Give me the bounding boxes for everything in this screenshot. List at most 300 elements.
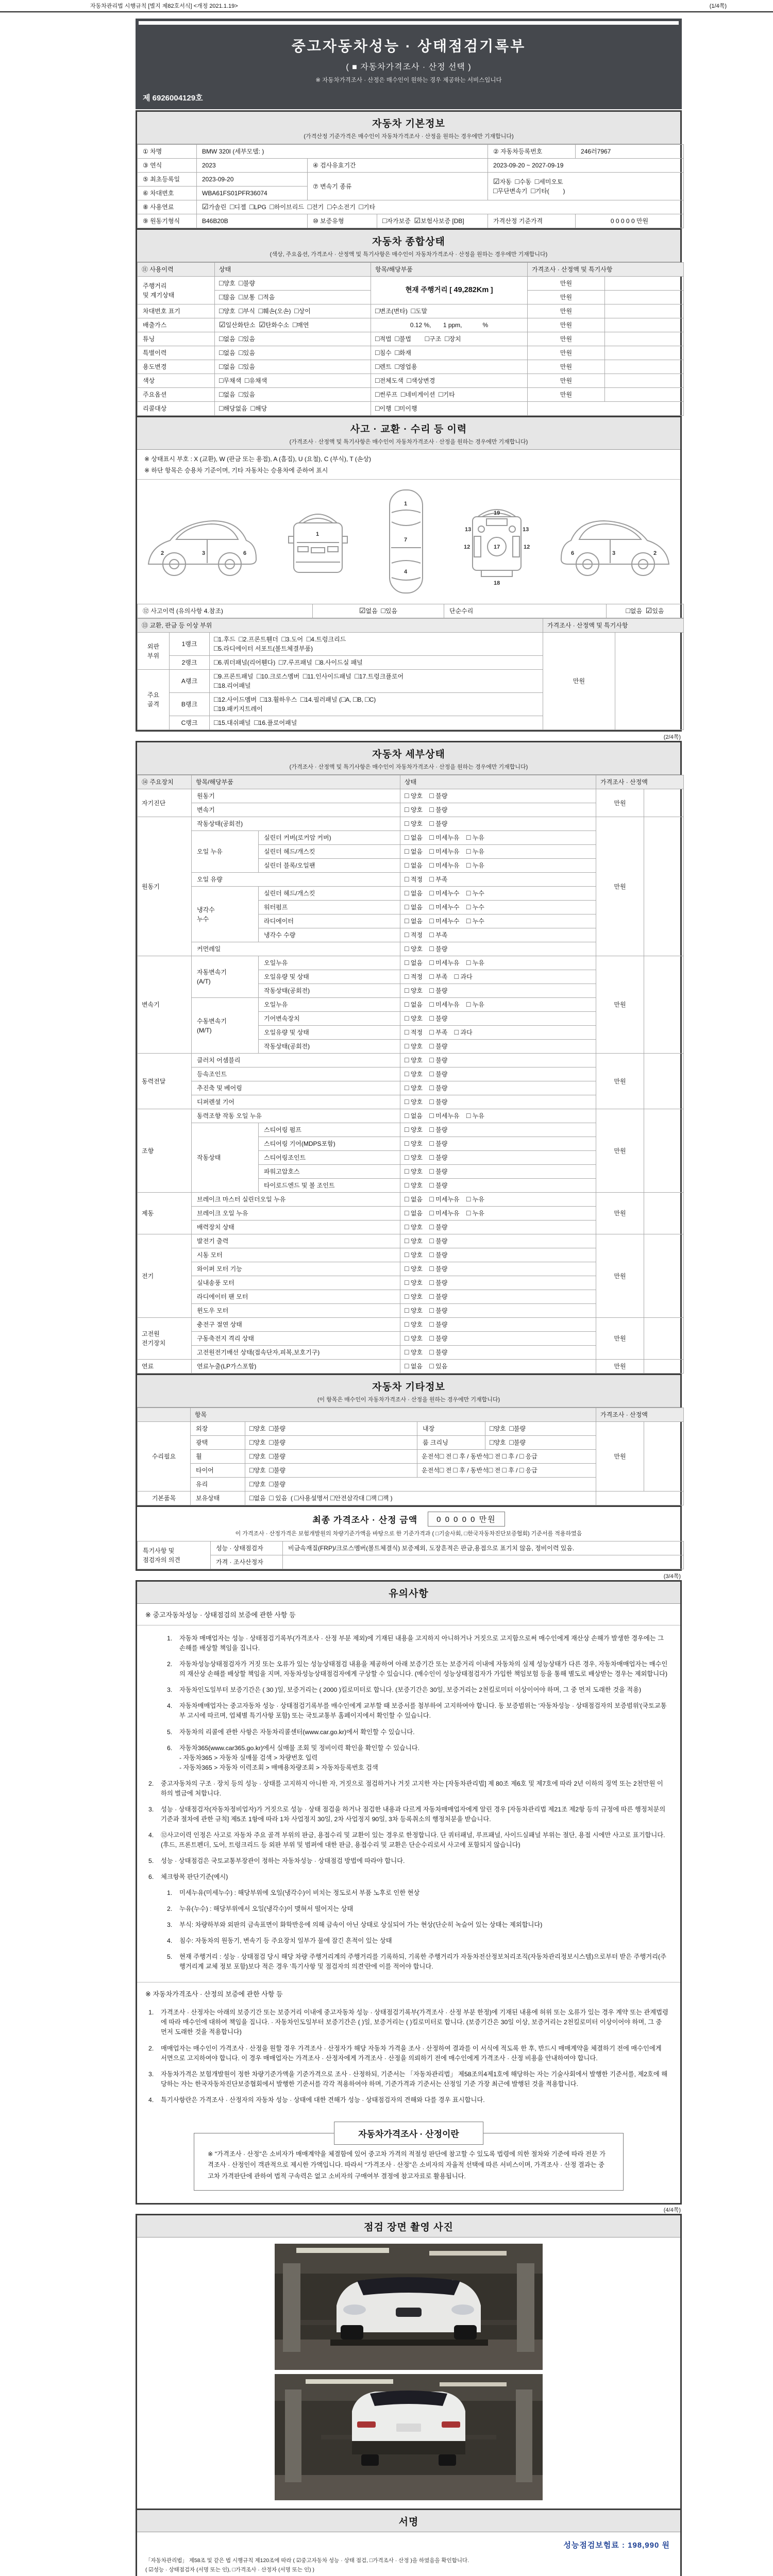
notice-list1-item-2 <box>167 1685 669 1695</box>
detail-state-subtitle: (가격조사 · 산정액 및 특기사항은 매수인이 자동차가격조사 · 산정을 원하는 경우에만 기재합니다) <box>289 764 528 771</box>
section-photos <box>136 2214 682 2510</box>
detail-state-table-r6c1[interactable]: □ 없음 □ 미세누유 □ 누유 <box>400 859 596 873</box>
notice-list1-item-7-num: 3. <box>148 1805 154 1813</box>
notice-list1-item-1-num: 2. <box>167 1660 173 1668</box>
overall-state-table-r6c2[interactable]: □침수 □화재 <box>371 346 528 360</box>
accident-rank-table-r1c1: 1랭크 <box>170 633 210 656</box>
basic-info-table-r0c2: ② 자동차등록번호 <box>488 145 576 159</box>
overall-state-table-r5c3: 만원 <box>528 332 605 346</box>
page-meta <box>0 0 773 12</box>
notice-list1-item-11 <box>167 1888 669 1898</box>
notice-list1-item-13-num: 3. <box>167 1921 173 1929</box>
basic-info-table-mount <box>137 144 680 228</box>
detail-state-table-r26c0: 스티어링 기어(MDPS포함) <box>259 1137 400 1151</box>
overall-state-table-r9c4 <box>605 388 684 402</box>
detail-state-table-r3c2[interactable]: □ 양호 □ 불량 <box>400 817 596 831</box>
detail-state-table-r20c3: 만원 <box>596 1054 644 1109</box>
overall-state-table-r4c0: 배출가스 <box>138 318 215 332</box>
detail-state-table-r2c1[interactable]: □ 양호 □ 불량 <box>400 803 596 817</box>
overall-state-table-r7c2[interactable]: □렌트 □영업용 <box>371 360 528 374</box>
detail-state-table-r22c0: 추진축 및 베어링 <box>192 1081 400 1095</box>
detail-state-table-r2c0: 변속기 <box>192 803 400 817</box>
detail-state-table-r1c3: 만원 <box>596 789 644 817</box>
accident-summary-table-r0c0: ⑫ 사고이력 (유의사항 4.참조) <box>138 604 313 618</box>
notice-list1-item-8-num: 4. <box>148 1831 154 1839</box>
detail-state-table-r21c1[interactable]: □ 양호 □ 불량 <box>400 1067 596 1081</box>
basic-info-table-r3c1: WBA61FS01PFR36074 <box>197 187 308 200</box>
notice-sec2-title: ※ 자동차가격조사 · 산정의 보증에 관한 사항 등 <box>137 1982 680 1999</box>
basic-info-table-r5c4: 가격산정 기준가격 <box>488 214 576 228</box>
diagram-number: 13 <box>465 527 472 533</box>
diagram-number: 7 <box>404 537 408 544</box>
accident-rank-table-r1c0: 외판 부위 <box>138 633 170 670</box>
other-info-table-r5c0: 유리 <box>191 1478 245 1492</box>
basic-info-table-r4c1[interactable]: ☑가솔린 □디젤 □LPG □하이브리드 □전기 □수소전기 □기타 <box>197 200 684 214</box>
section-sign <box>136 2509 682 2576</box>
detail-state-table-r42c4 <box>644 1360 684 1374</box>
overall-state-table-r1c3: 만원 <box>528 277 605 291</box>
notice-list1-item-9-text: 성능 · 상태점검은 국토교통부장관이 정하는 자동차성능 · 상태점검 방법에 따라야 합니다. <box>161 1857 405 1865</box>
detail-state-table-r31c1[interactable]: □ 없음 □ 미세누유 □ 누유 <box>400 1207 596 1221</box>
other-info-table-r1c0: 수리필요 <box>138 1422 191 1492</box>
detail-state-table-r37c0: 라디에이터 팬 모터 <box>192 1290 400 1304</box>
overall-state-table-r10c2[interactable]: □이행 □미이행 <box>371 402 528 416</box>
detail-state-table-r33c3: 만원 <box>596 1234 644 1318</box>
detail-state-table-r18c1[interactable]: □ 적정 □ 부족 □ 과다 <box>400 1026 596 1040</box>
notice-list1-item-6 <box>148 1779 669 1799</box>
other-info-table-r4c2[interactable]: 운전석□ 전 □ 후 / 동반석□ 전 □ 후 / □ 응급 <box>417 1464 596 1478</box>
overall-state-table-r10c0: 리콜대상 <box>138 402 215 416</box>
detail-state-table-mount <box>137 775 680 1374</box>
accident-rank-table-mount <box>137 618 680 730</box>
notice-title: 유의사항 <box>389 1588 429 1600</box>
detail-state-table-r39c3: 만원 <box>596 1318 644 1360</box>
detail-state-table-r15c1[interactable]: □ 양호 □ 불량 <box>400 984 596 998</box>
detail-state-table-r20c2[interactable]: □ 양호 □ 불량 <box>400 1054 596 1067</box>
notice-list1-item-9 <box>148 1856 669 1866</box>
accident-rank-table-r3c2[interactable]: □9.프론트패널 □10.크로스멤버 □11.인사이드패널 □17.트렁크플로어 □18.리어패널 <box>210 670 543 693</box>
detail-state-table-r33c0: 전기 <box>138 1234 192 1318</box>
detail-state-table-r39c0: 고전원 전기장치 <box>138 1318 192 1360</box>
other-info-table-r2c3[interactable]: □양호 □불량 <box>485 1436 596 1450</box>
page-marker-4: (4/4쪽) <box>663 2207 681 2214</box>
detail-state-table-r15c0: 작동상태(공회전) <box>259 984 400 998</box>
other-info-table-r6c2[interactable]: □없음 □ 있음 ( □사용설명서 □안전삼각대 □잭 □잭 ) <box>245 1492 596 1505</box>
diagram-number: 3 <box>612 550 616 557</box>
other-info-table-r5c1[interactable]: □양호 □불량 <box>245 1478 596 1492</box>
detail-state-table-r20c4 <box>644 1054 684 1109</box>
notice-list1-item-14-text: 침수: 자동차의 원동기, 변속기 등 주요장치 일부가 물에 잠긴 흔적이 있는 상태 <box>179 1937 392 1945</box>
detail-state-table-r3c3: 만원 <box>596 817 644 956</box>
diagram-number: 19 <box>494 510 500 517</box>
photos-header <box>137 2215 680 2238</box>
detail-state-table-r33c1: 발전기 출력 <box>192 1234 400 1248</box>
detail-state-table-r3c0: 원동기 <box>138 817 192 956</box>
detail-state-table-r30c0: 제동 <box>138 1193 192 1234</box>
notice-list1-item-5-num: 6. <box>167 1744 173 1752</box>
accident-rank-table-r1c3: 만원 <box>543 633 615 730</box>
other-info-table-r6c3 <box>596 1492 684 1505</box>
diagram-number: 6 <box>243 550 247 557</box>
overall-state-table-r3c1[interactable]: □양호 □부식 □훼손(오손) □상이 <box>215 304 371 318</box>
accident-summary-table-r0c2: 단순수리 <box>444 604 607 618</box>
other-info-table-r6c1: 보유상태 <box>191 1492 245 1505</box>
state-symbol-note: ※ 상태표시 부호 : X (교환), W (판금 또는 용접), A (흠집), U (요철), C (부식), T (손상) <box>144 455 371 463</box>
detail-state-table-r29c0: 타이로드엔드 및 볼 조인트 <box>259 1179 400 1193</box>
notice-list1-item-5 <box>167 1743 669 1773</box>
notice-sec1-title: ※ 중고자동차성능 · 상태점검의 보증에 관한 사항 등 <box>137 1604 680 1625</box>
overall-state-table-r4c1[interactable]: ☑일산화탄소 ☑탄화수소 □매연 <box>215 318 371 332</box>
detail-state-table-r3c4 <box>644 817 684 956</box>
overall-state-table-r3c2[interactable]: □변조(변타) □도말 <box>371 304 528 318</box>
other-info-table-r1c2[interactable]: □양호 □불량 <box>245 1422 417 1436</box>
detail-state-table-r17c0: 기어변속장치 <box>259 1012 400 1026</box>
basic-info-table <box>137 144 684 228</box>
detail-state-table-r25c2[interactable]: □ 양호 □ 불량 <box>400 1123 596 1137</box>
document-number: 제 6926004129호 <box>143 94 203 103</box>
detail-state-table-r29c1[interactable]: □ 양호 □ 불량 <box>400 1179 596 1193</box>
detail-state-table-r16c1: 오일누유 <box>259 998 400 1012</box>
detail-state-table-r41c0: 고전원전기배선 상태(접속단자,피복,보호기구) <box>192 1346 400 1360</box>
notice-list1-item-13 <box>167 1920 669 1930</box>
notice-list1-item-4 <box>167 1727 669 1737</box>
detail-state-table-r4c1: 실린더 커버(로커암 커버) <box>259 831 400 845</box>
other-info-table-r4c0: 타이어 <box>191 1464 245 1478</box>
notice-header <box>137 1582 680 1604</box>
remark-table-r0c2: 비금속재질(FRP)/크로스멤버(볼트체결식) 보증제외, 도장흔적은 판금,용접으로 표기치 않음, 정비이력 있음. <box>283 1541 684 1555</box>
photos-container <box>137 2238 680 2509</box>
detail-state-table-r42c2[interactable]: □ 없음 □ 있음 <box>400 1360 596 1374</box>
notice-list1-item-4-num: 5. <box>167 1728 173 1736</box>
notice-list1-item-2-text: 자동차인도일부터 보증기간은 ( 30 )일, 보증거리는 ( 2000 )킬로미터로 합니다. (보증기간은 30일, 보증거리는 2천킬로미터 이상이어야 하며, 그 중 먼저 도래한 것을 적용) <box>179 1686 642 1694</box>
notice-list1-item-15-num: 5. <box>167 1953 173 1961</box>
notice-list2-item-0-text: 가격조사 · 산정자는 아래의 보증기간 또는 보증거리 이내에 중고자동차 성능 · 상태점검기록부(가격조사 · 산정 부분 한정)에 기재된 내용에 허위 또는 오류가 있는 경우 계약 또는 관계법령에 따라 매수인에 대하여 책임을 집니다. · 자동차인도일부터 보증기간은 ( )일, 보증거리는 ( )킬로미터로 합니다. (보증기간은 30일 이상, 보증거리는 2천킬로미터 이상이어야 하며, 그 중 먼저 도래한 것을 적용합니다) <box>161 2009 668 2036</box>
detail-state-table-r11c0: 냉각수 수량 <box>259 928 400 942</box>
detail-state-table-r14c0: 오일유량 및 상태 <box>259 970 400 984</box>
overall-state-table-r1c2: 현재 주행거리 [ 49,282Km ] <box>371 277 528 304</box>
accident-subtitle: (가격조사 · 산정액 및 특기사항은 매수인이 자동차가격조사 · 산정을 원하는 경우에만 기재합니다) <box>289 439 528 445</box>
detail-state-table-r35c1[interactable]: □ 양호 □ 불량 <box>400 1262 596 1276</box>
detail-state-table-r23c1[interactable]: □ 양호 □ 불량 <box>400 1095 596 1109</box>
detail-state-table-r30c4 <box>644 1193 684 1234</box>
remark-table-r1c0: 가격 · 조사산정자 <box>211 1555 283 1569</box>
basic-info-table-r3c0: ⑥ 차대번호 <box>138 187 197 200</box>
overall-state-table-r10c1[interactable]: □해당없음 □해당 <box>215 402 371 416</box>
detail-state-table-r30c3: 만원 <box>596 1193 644 1234</box>
overall-state-table-r8c4 <box>605 374 684 388</box>
accident-summary-table-r0c3[interactable]: □없음 ☑있음 <box>607 604 684 618</box>
overall-state-table-r7c4 <box>605 360 684 374</box>
detail-state-table-r33c2[interactable]: □ 양호 □ 불량 <box>400 1234 596 1248</box>
detail-state-table-r42c0: 연료 <box>138 1360 192 1374</box>
other-info-table-r3c2[interactable]: 운전석□ 전 □ 후 / 동반석□ 전 □ 후 / □ 응급 <box>417 1450 596 1464</box>
notice-list2-item-2 <box>148 2070 669 2089</box>
overall-state-table-r6c3: 만원 <box>528 346 605 360</box>
accident-rank-table-r1c2[interactable]: □1.후드 □2.프론트휀더 □3.도어 □4.트렁크리드 □5.라디에이터 서포트(볼트체결부품) <box>210 633 543 656</box>
car-front-diagram <box>279 487 357 598</box>
detail-state-table-r9c1[interactable]: □ 없음 □ 미세누수 □ 누수 <box>400 901 596 914</box>
other-info-table-r1c4[interactable]: □양호 □불량 <box>485 1422 596 1436</box>
detail-state-table-r32c1[interactable]: □ 양호 □ 불량 <box>400 1221 596 1234</box>
basic-info-table-r2c2: ⑦ 변속기 종류 <box>308 173 488 200</box>
detail-state-table-r4c2[interactable]: □ 없음 □ 미세누유 □ 누유 <box>400 831 596 845</box>
notice-list2-item-0 <box>148 2008 669 2037</box>
basic-info-table-r2c0: ⑤ 최초등록일 <box>138 173 197 187</box>
detail-state-table-r17c1[interactable]: □ 양호 □ 불량 <box>400 1012 596 1026</box>
detail-state-table-r21c0: 등속조인트 <box>192 1067 400 1081</box>
notice-list2-item-3-text: 특기사항란은 가격조사 · 산정자의 자동차 성능 · 상태에 대한 견해가 성능 · 상태점검자의 견해와 다를 경우 표시합니다. <box>161 2096 485 2104</box>
notice-list1-item-15 <box>167 1952 669 1972</box>
document-title: 중고자동차성능 · 상태점검기록부 <box>291 38 526 54</box>
diagram-number: 18 <box>494 580 500 587</box>
basic-info-table-r1c3: 2023-09-20 ~ 2027-09-19 <box>488 159 684 173</box>
document-note: ※ 자동차가격조사 · 산정은 매수인이 원하는 경우 제공하는 서비스입니다 <box>315 77 502 83</box>
accident-notes <box>137 450 680 480</box>
document-subtitle: ( ■ 자동차가격조사 · 산정 선택 ) <box>346 63 472 72</box>
detail-state-table-r36c1[interactable]: □ 양호 □ 불량 <box>400 1276 596 1290</box>
final-price-value: 0 0 0 0 0 만원 <box>428 1512 505 1527</box>
accident-rank-table <box>137 618 684 730</box>
detail-state-table-r6c0: 실린더 블록/오일팬 <box>259 859 400 873</box>
detail-state-table-r40c0: 구동축전지 격리 상태 <box>192 1332 400 1346</box>
overall-state-table-r6c1[interactable]: □없음 □있음 <box>215 346 371 360</box>
page-marker-2: (2/4쪽) <box>663 734 681 741</box>
detail-state-table-r25c0: 작동상태 <box>192 1123 259 1193</box>
detail-state-table-r12c0: 커먼레일 <box>192 942 400 956</box>
section-accident-history <box>136 416 682 732</box>
detail-state-table-r38c1[interactable]: □ 양호 □ 불량 <box>400 1304 596 1318</box>
accident-rank-table-r2c0: 2랭크 <box>170 656 210 670</box>
overall-state-table-r8c0: 색상 <box>138 374 215 388</box>
detail-state-table-r24c2[interactable]: □ 없음 □ 미세누유 □ 누유 <box>400 1109 596 1123</box>
overall-state-table-r10c3 <box>528 402 684 416</box>
other-info-table-r1c1: 외장 <box>191 1422 245 1436</box>
detail-state-table-r8c1: 실린더 헤드/개스킷 <box>259 887 400 901</box>
detail-state-table-r24c1: 동력조향 작동 오일 누유 <box>192 1109 400 1123</box>
notice-list1-item-15-text: 현재 주행거리 : 성능 · 상태점검 당시 해당 차량 주행거리계의 주행거리를 기록하되, 기록한 주행거리가 자동차전산정보처리조직(자동차관리정보시스템)으로부터 받은 주행거리(주행거리계 교체 정보 포함)보다 적은 경우 '특기사항 및 점검자의 의견'란에 이를 적어야 합니다. <box>179 1953 667 1971</box>
detail-state-table-r1c1: 원동기 <box>192 789 400 803</box>
other-info-table-r4c1[interactable]: □양호 □불량 <box>245 1464 417 1478</box>
other-info-table-r3c1[interactable]: □양호 □불량 <box>245 1450 417 1464</box>
accident-rank-table-r5c1[interactable]: □15.대쉬패널 □16.플로어패널 <box>210 716 543 730</box>
basic-info-table-r5c3[interactable]: □자가보증 ☑보험사보증 [DB] <box>377 214 488 228</box>
notice-list1-item-1-text: 자동차성능상태점검자가 거짓 또는 오류가 있는 성능상태점검 내용을 제공하여 아래 보증기간 또는 보증거리 이내에 자동차의 실제 성능상태가 다른 경우, 자동차매매업자는 매수인의 재산상 손해를 배상할 책임을 지며, 자동차성능상태점검자에게 구상할 수 있습니다. (매수인이 성능상태점검자가 가입한 책임보험 등을 통해 별도로 배상받는 경우는 제외합니다) <box>179 1660 668 1678</box>
detail-state-table-r20c0: 동력전달 <box>138 1054 192 1109</box>
accident-rank-table-r2c1[interactable]: □6.쿼더패널(리어휀다) □7.루프패널 □8.사이드실 패널 <box>210 656 543 670</box>
overall-state-table-r8c1[interactable]: □무채색 □유채색 <box>215 374 371 388</box>
diagram-number: 17 <box>494 544 500 551</box>
detail-state-table-r40c1[interactable]: □ 양호 □ 불량 <box>400 1332 596 1346</box>
notice-list1-item-0 <box>167 1634 669 1653</box>
detail-state-table-r37c1[interactable]: □ 양호 □ 불량 <box>400 1290 596 1304</box>
diagram-number: 3 <box>202 550 206 557</box>
detail-state-table-r30c1: 브레이크 마스터 실린더오일 누유 <box>192 1193 400 1207</box>
sign-header <box>137 2510 680 2532</box>
detail-state-table-r0c0: ⑭ 주요장치 <box>138 775 192 789</box>
accident-rank-table-r5c0: C랭크 <box>170 716 210 730</box>
accident-rank-table-r3c1: A랭크 <box>170 670 210 693</box>
overall-state-table-r4c2: 0.12 %, 1 ppm, % <box>371 318 528 332</box>
section-detail-state <box>136 741 682 1375</box>
detail-state-table-r13c3[interactable]: □ 없음 □ 미세누유 □ 누유 <box>400 956 596 970</box>
detail-state-table-r10c0: 라디에이터 <box>259 914 400 928</box>
detail-state-table-r16c0: 수동변속기 (M/T) <box>192 998 259 1054</box>
detail-state-table-r13c5 <box>644 956 684 1054</box>
basic-info-table-r1c2: ④ 검사유효기간 <box>308 159 488 173</box>
overall-state-table-r9c1[interactable]: □없음 □있음 <box>215 388 371 402</box>
car-side-left-diagram <box>142 487 261 598</box>
notice-list1-item-1 <box>167 1659 669 1679</box>
price-definition-box <box>194 2129 624 2191</box>
overall-state-table-r2c0[interactable]: □많음 □보통 □적음 <box>215 291 371 304</box>
accident-summary-table-r0c1[interactable]: ☑없음 □있음 <box>313 604 444 618</box>
detail-state-table-r11c1[interactable]: □ 적정 □ 부족 <box>400 928 596 942</box>
detail-state-table-r36c0: 실내송풍 모터 <box>192 1276 400 1290</box>
other-info-table-r0c1: 항목 <box>191 1408 596 1422</box>
detail-state-table-r12c1[interactable]: □ 양호 □ 불량 <box>400 942 596 956</box>
overall-state-table-r3c0: 차대번호 표기 <box>138 304 215 318</box>
accident-rank-table-r4c1[interactable]: □12.사이드멤버 □13.휠하우스 □14.필러패널 (□A, □B, □C) □19.패키지트레이 <box>210 693 543 716</box>
notice-list1-item-14-num: 4. <box>167 1937 173 1945</box>
diagram-number: 1 <box>316 531 320 538</box>
detail-state-table-r39c2[interactable]: □ 양호 □ 불량 <box>400 1318 596 1332</box>
detail-state-table-r34c0: 시동 모터 <box>192 1248 400 1262</box>
detail-state-table-r23c0: 디퍼렌셜 기어 <box>192 1095 400 1109</box>
overall-state-header <box>137 230 680 262</box>
detail-state-table-r26c1[interactable]: □ 양호 □ 불량 <box>400 1137 596 1151</box>
notice-list2-item-1-text: 매매업자는 매수인이 가격조사 · 산정을 원할 경우 가격조사 · 산정자가 해당 자동차 가격을 조사 · 산정하여 결과를 이 서식에 적도록 한 후, 반드시 매매계약을 체결하기 전에 매수인에게 서면으로 고지하여야 합니다. 이 경우 매매업자는 가격조사 · 산정자에게 가격조사 · 산정을 의뢰하기 전에 매수인에게 가격조사 · 산정 비용을 안내하여야 합니다. <box>161 2044 662 2062</box>
detail-state-table-r13c0: 변속기 <box>138 956 192 1054</box>
detail-state-title: 자동차 세부상태 <box>372 749 445 760</box>
notice-list1-item-7 <box>148 1805 669 1824</box>
notice-list2-item-2-num: 3. <box>148 2070 154 2078</box>
detail-state-table-r34c1[interactable]: □ 양호 □ 불량 <box>400 1248 596 1262</box>
detail-state-table-r22c1[interactable]: □ 양호 □ 불량 <box>400 1081 596 1095</box>
notice-list1-item-10 <box>148 1872 669 1882</box>
section-notice <box>136 1580 682 2205</box>
notice-list2-item-3 <box>148 2095 669 2105</box>
detail-state-table-r27c1[interactable]: □ 양호 □ 불량 <box>400 1151 596 1165</box>
other-info-table-mount <box>137 1408 680 1505</box>
notice-list1-item-0-num: 1. <box>167 1635 173 1642</box>
fee-value: 198,990 원 <box>628 2541 670 2550</box>
detail-state-table-r16c2[interactable]: □ 없음 □ 미세누유 □ 누유 <box>400 998 596 1012</box>
overall-state-table-r7c1[interactable]: □없음 □있음 <box>215 360 371 374</box>
notice-list2-item-1-num: 2. <box>148 2044 154 2052</box>
overall-state-table-r2c2 <box>605 291 684 304</box>
remark-table <box>137 1541 684 1569</box>
detail-state-table-r9c0: 워터펌프 <box>259 901 400 914</box>
header-decoration-bar <box>139 21 679 25</box>
notice-list1-item-8 <box>148 1831 669 1850</box>
overall-state-table-r5c1[interactable]: □없음 □있음 <box>215 332 371 346</box>
basic-info-table-r1c1: 2023 <box>197 159 308 173</box>
notice-list1-item-12-num: 2. <box>167 1905 173 1913</box>
other-info-table-r0c0 <box>138 1408 191 1422</box>
final-price-band <box>137 1505 680 1541</box>
document-sheet <box>136 19 682 2576</box>
detail-state-table-r25c1: 스티어링 펌프 <box>259 1123 400 1137</box>
detail-state-table-r20c1: 클러치 어셈블리 <box>192 1054 400 1067</box>
notice-list1-item-14 <box>167 1936 669 1946</box>
other-info-table-r0c2: 가격조사 · 산정액 <box>596 1408 684 1422</box>
detail-state-table-r7c1[interactable]: □ 적정 □ 부족 <box>400 873 596 887</box>
basic-info-table-r2c3[interactable]: ☑자동 □수동 □세미오토 □무단변속기 □기타( ) <box>488 173 684 200</box>
detail-state-table-r33c4 <box>644 1234 684 1318</box>
notice-list2-item-2-text: 자동차가격은 보험개발원이 정한 차량기준가액을 기준가격으로 조사 · 산정하되, 기준서는 「자동차관리법」 제58조의4제1호에 해당하는 자는 기술사회에서 발행한 기준서를, 제2호에 해당하는 자는 한국자동차진단보증협회에서 발행한 기준서를 각각 적용하여야 하며, 기준가격과 기준서는 산정일 기준 가장 최근에 발행된 것을 적용합니다. <box>161 2070 668 2088</box>
basic-info-table-r1c0: ③ 연식 <box>138 159 197 173</box>
overall-state-table-r5c0: 튜닝 <box>138 332 215 346</box>
overall-state-table-r6c4 <box>605 346 684 360</box>
other-info-table-r1c6 <box>644 1422 684 1492</box>
detail-state-table-r19c1[interactable]: □ 양호 □ 불량 <box>400 1040 596 1054</box>
detail-state-table-r28c1[interactable]: □ 양호 □ 불량 <box>400 1165 596 1179</box>
page-marker-1: (1/4쪽) <box>709 3 727 9</box>
price-definition-text: ※ "가격조사 · 산정"은 소비자가 매매계약을 체결함에 있어 중고차 가격의 적절성 판단에 참고할 수 있도록 법령에 의한 절차와 기준에 따라 전문 가격조사 · 산정인이 객관적으로 제시한 가액입니다. 따라서 "가격조사 · 산정"은 소비자의 자율적 선택에 따른 서비스이며, 가격조사 · 산정 결과는 중고차 가격판단에 관하여 법적 구속력은 없고 소비자의 구매여부 결정에 참고자료로 활용됩니다. <box>208 2150 606 2180</box>
detail-state-table-r3c1: 작동상태(공회전) <box>192 817 400 831</box>
detail-state-table-r19c0: 작동상태(공회전) <box>259 1040 400 1054</box>
detail-state-table-r32c0: 배력장치 상태 <box>192 1221 400 1234</box>
notice-list-1 <box>137 1625 680 1982</box>
notice-list1-item-9-num: 5. <box>148 1857 154 1865</box>
overall-state-table <box>137 262 684 416</box>
notice-list1-item-4-text: 자동차의 리콜에 관한 사항은 자동차리콜센터(www.car.go.kr)에서 확인할 수 있습니다. <box>179 1728 415 1736</box>
detail-state-table-r8c2[interactable]: □ 없음 □ 미세누수 □ 누수 <box>400 887 596 901</box>
notice-list1-item-6-num: 2. <box>148 1780 154 1787</box>
accident-header <box>137 417 680 450</box>
basic-info-table-r5c0: ⑨ 원동기형식 <box>138 214 197 228</box>
overall-state-table-r3c3: 만원 <box>528 304 605 318</box>
overall-state-table-r8c2[interactable]: □전체도색 □색상변경 <box>371 374 528 388</box>
detail-state-table-r39c1: 충전구 절연 상태 <box>192 1318 400 1332</box>
inspection-photo-front <box>275 2244 543 2370</box>
notice-list2-item-1 <box>148 2044 669 2063</box>
overall-state-table-r1c4 <box>605 277 684 291</box>
notice-list1-item-6-text: 중고자동차의 구조 · 장치 등의 성능 · 상태를 고지하지 아니한 자, 거짓으로 점검하거나 거짓 고지한 자는 [자동차관리법] 제 80조 제6호 및 제7호에 따라 2년 이하의 징역 또는 2천만원 이하의 벌금에 처합니다. <box>161 1780 663 1797</box>
accident-rank-table-r0c0: ⑬ 교환, 판금 등 이상 부위 <box>138 619 543 633</box>
basic-info-header <box>137 112 680 144</box>
notice-list-2 <box>137 1999 680 2115</box>
detail-state-table-r10c1[interactable]: □ 없음 □ 미세누수 □ 누수 <box>400 914 596 928</box>
overall-state-table-r1c1[interactable]: □양호 □불량 <box>215 277 371 291</box>
notice-list1-item-3-text: 자동차매매업자는 중고자동차 성능 · 상태점검기록부를 매수인에게 교부할 때 보증서를 첨부하여 고지하여야 합니다. 동 보증범위는 '자동차성능 · 상태점검자의 보증범위'(국토교통부 고시에 따르며, 업체별 특기사항 포함) 또는 국토교통부 홈페이지에서 확인할 수 있습니다. <box>179 1702 667 1720</box>
overall-state-table-r5c2[interactable]: □적법 □불법 □구조 □장치 <box>371 332 528 346</box>
overall-state-table-mount <box>137 262 680 416</box>
diagram-number: 2 <box>161 550 164 557</box>
detail-state-table-r30c2[interactable]: □ 없음 □ 미세누유 □ 누유 <box>400 1193 596 1207</box>
accident-title: 사고 · 교환 · 수리 등 이력 <box>350 424 467 435</box>
other-info-subtitle: (이 항목은 매수인이 자동차가격조사 · 산정을 원하는 경우에만 기재합니다) <box>317 1397 500 1403</box>
basic-info-table-r0c1: BMW 320I (세부모델: ) <box>197 145 488 159</box>
overall-state-table-r2c1: 만원 <box>528 291 605 304</box>
detail-state-table-r41c1[interactable]: □ 양호 □ 불량 <box>400 1346 596 1360</box>
detail-state-table-r5c1[interactable]: □ 없음 □ 미세누유 □ 누유 <box>400 845 596 859</box>
other-info-table-r2c1[interactable]: □양호 □불량 <box>245 1436 417 1450</box>
overall-state-table-r9c2[interactable]: □썬루프 □네비게이션 □기타 <box>371 388 528 402</box>
accident-summary-table-mount <box>137 604 680 618</box>
detail-state-table-r14c1[interactable]: □ 적정 □ 부족 □ 과다 <box>400 970 596 984</box>
overall-state-table-r0c0: ⑪ 사용이력 <box>138 263 215 277</box>
detail-state-table-r1c2[interactable]: □ 양호 □ 불량 <box>400 789 596 803</box>
inspection-insurance-fee <box>145 2539 670 2550</box>
other-info-table-r6c0: 기본품목 <box>138 1492 191 1505</box>
overall-state-table-r0c2: 항목/해당부품 <box>371 263 528 277</box>
notice-list1-item-0-text: 자동차 매매업자는 성능 · 상태점검기록부(가격조사 · 산정 부분 제외)에 기재된 내용을 고지하지 아니하거나 거짓으로 고지함으로써 매수인에게 재산상 손해가 발생한 경우에는 그 손해를 배상할 책임을 집니다. <box>179 1635 664 1652</box>
basic-info-title: 자동차 기본정보 <box>372 118 445 129</box>
section-basic-info <box>136 110 682 230</box>
price-definition-title: 자동차가격조사 · 산정이란 <box>334 2122 483 2145</box>
overall-state-table-r9c0: 주요옵션 <box>138 388 215 402</box>
